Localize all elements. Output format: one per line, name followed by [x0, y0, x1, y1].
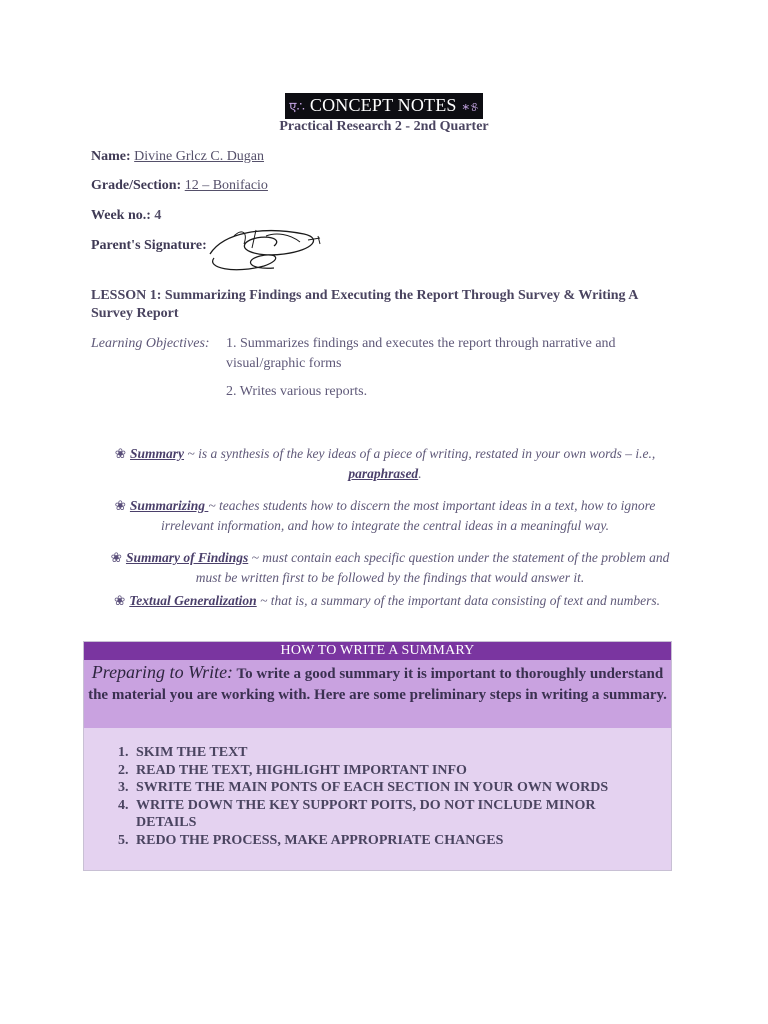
definition-text: ~ that is, a summary of the important data consisting of text and numbers. — [256, 593, 660, 608]
list-item: 2. READ THE TEXT, HIGHLIGHT IMPORTANT INFO — [132, 762, 652, 780]
summary-box-intro — [84, 660, 671, 728]
definition-term: Summarizing — [129, 498, 209, 513]
week-label: Week no.: — [91, 208, 151, 223]
list-item: 4. WRITE DOWN THE KEY SUPPORT POITS, DO NOT INCLUDE MINOR DETAILS — [132, 797, 652, 832]
grade-label: Grade/Section: — [91, 178, 182, 193]
objective-item: 2. Writes various reports. — [226, 384, 368, 399]
definition-term: Textual Generalization — [129, 593, 257, 608]
definition-textual-generalization — [104, 591, 670, 611]
flower-icon: ❀ — [114, 498, 126, 513]
week-value: 4 — [154, 208, 162, 223]
name-value: Divine Grlcz C. Dugan — [134, 149, 265, 164]
list-item: 1. SKIM THE TEXT — [132, 744, 652, 762]
list-item: 3. SWRITE THE MAIN PONTS OF EACH SECTION IN YOUR OWN WORDS — [132, 779, 652, 797]
definition-text: ~ teaches students how to discern the most important ideas in a text, how to ignore irrelevant information, and how to integrate the central ideas in a meaningful way. — [161, 498, 656, 533]
definition-term: Summary — [130, 446, 185, 461]
ornament-left-icon: ए∴ — [289, 99, 306, 114]
summary-box — [83, 641, 672, 871]
definition-summary — [90, 444, 680, 484]
name-label: Name: — [91, 149, 131, 164]
definition-text: ~ must contain each specific question under the statement of the problem and must be written first to be followed by the findings that would answer it. — [195, 550, 670, 585]
lesson-title: LESSON 1: Summarizing Findings and Executing the Report Through Survey & Writing A Survey Report — [91, 288, 638, 321]
ornament-right-icon: ∗୫ — [461, 99, 479, 114]
definition-tail: . — [418, 466, 422, 481]
definition-extra-term: paraphrased — [348, 466, 419, 481]
summary-steps-list — [132, 744, 652, 849]
objective-item: 1. Summarizes findings and executes the report through narrative and visual/graphic forms — [226, 336, 616, 371]
signature-icon — [204, 224, 326, 272]
signature-row — [91, 238, 207, 254]
prep-label: Preparing to Write: — [91, 662, 234, 682]
page-title-text: CONCEPT NOTES — [309, 95, 457, 115]
objectives-label: Learning Objectives: — [91, 336, 210, 351]
grade-row — [91, 178, 268, 194]
definition-summarizing — [100, 496, 670, 536]
list-item: 5. REDO THE PROCESS, MAKE APPROPRIATE CHANGES — [132, 832, 652, 850]
page-subtitle: Practical Research 2 - 2nd Quarter — [279, 119, 489, 134]
week-row — [91, 208, 161, 224]
flower-icon: ❀ — [113, 593, 126, 608]
flower-icon: ❀ — [110, 550, 122, 565]
signature-label: Parent's Signature: — [91, 238, 207, 253]
page-title — [285, 93, 482, 119]
definition-text: ~ is a synthesis of the key ideas of a piece of writing, restated in your own words – i.e., — [184, 446, 656, 461]
prep-text: To write a good summary it is important to thoroughly understand the material you are working with. Here are some preliminary steps in writing a summary. — [88, 666, 667, 703]
summary-box-heading: HOW TO WRITE A SUMMARY — [84, 642, 671, 660]
grade-value: 12 – Bonifacio — [184, 178, 268, 193]
definition-summary-of-findings — [110, 548, 670, 588]
flower-icon: ❀ — [114, 446, 127, 461]
name-row — [91, 149, 264, 165]
definition-term: Summary of Findings — [125, 550, 249, 565]
title-wrap — [0, 93, 768, 119]
